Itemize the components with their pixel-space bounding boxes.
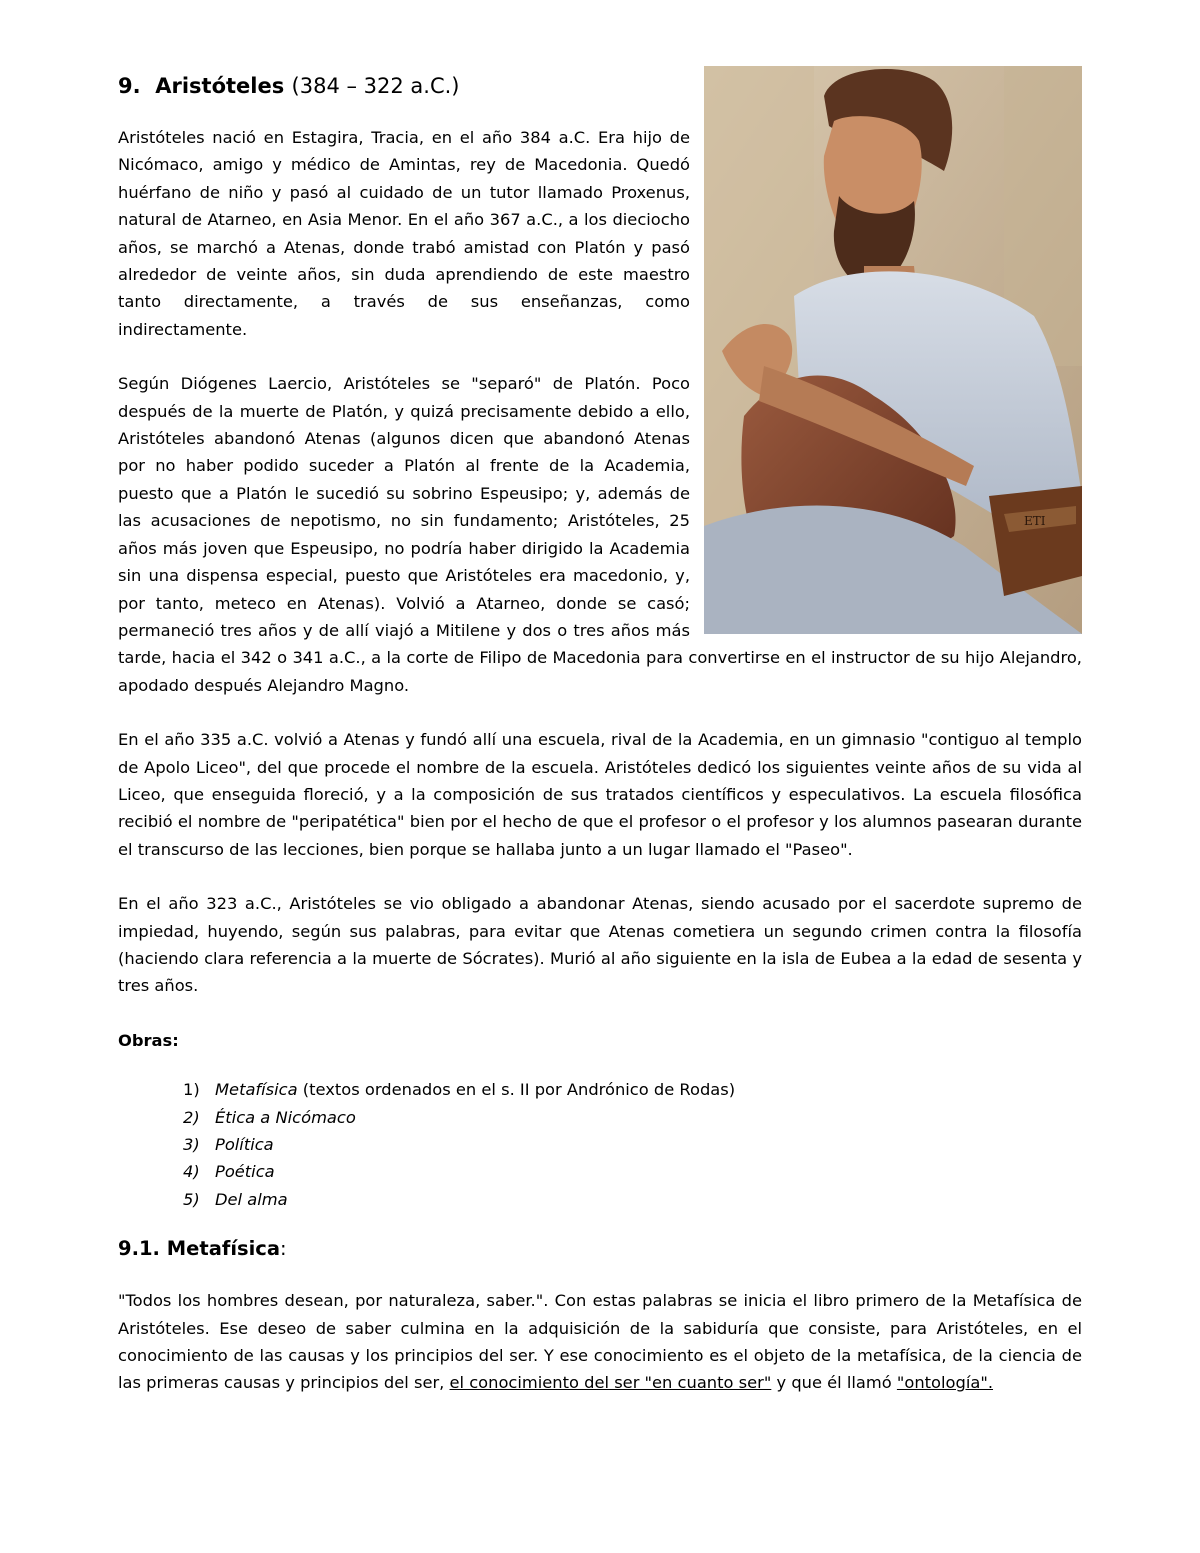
works-item-number: 2): [183, 1107, 200, 1127]
works-item-title: Del alma: [215, 1189, 288, 1209]
works-item-note: (textos ordenados en el s. II por Andrónico de Rodas): [297, 1080, 736, 1100]
heading-title: Aristóteles: [155, 74, 285, 98]
paragraph-biography-1: Aristóteles nació en Estagira, Tracia, en el año 384 a.C. Era hijo de Nicómaco, amigo y médico de Amintas, rey de Macedonia. Quedó huérfano de niño y pasó al cuidado de un tutor llamado Proxenus, natural de Atarneo, en Asia Menor. En el año 367 a.C., a los dieciocho años, se marchó a Atenas, donde trabó amistad con Platón y pasó alrededor de veinte años, sin duda aprendiendo de este maestro tanto directamente, a través de sus enseñanzas, como indirectamente.: [118, 128, 690, 339]
works-item-number: 3): [183, 1135, 200, 1154]
works-list-item: [183, 1186, 1082, 1213]
aristotle-portrait-image: [704, 66, 1082, 634]
paragraph-biography-2: Según Diógenes Laercio, Aristóteles se "separó" de Platón. Poco después de la muerte de Platón, y quizá precisamente debido a ello, Aristóteles abandonó Atenas (algunos dicen que abandonó Atenas por no haber podido suceder a Platón al frente de la Academia, puesto que a Platón le sucedió su sobrino Espeusipo; y, además de las acusaciones de nepotismo, no sin fundamento; Aristóteles, 25 años más joven que Espeusipo, no podría haber dirigido la Academia sin una dispensa especial, puesto que Aristóteles era macedonio, y, por tanto, meteco en Atenas). Volvió a Atarneo, donde se casó; permaneció tres años y de allí viajó a Mitilene y dos o tres años más tarde, hacia el 342 o 341 a.C., a la corte de Filipo de Macedonia para convertirse en el instructor de su hijo Alejandro, apodado después Alejandro Magno.: [118, 374, 1082, 695]
works-item-title: Poética: [215, 1162, 275, 1182]
works-item-number: 4): [183, 1162, 200, 1182]
works-list: [118, 1076, 1082, 1213]
document-body: [118, 66, 1082, 1424]
subsection-heading-metafisica: [118, 1235, 1082, 1263]
works-list-item: [183, 1104, 1082, 1131]
underlined-phrase-ontologia: "ontología".: [896, 1373, 994, 1393]
works-item-number: 5): [183, 1189, 200, 1209]
works-list-item: [183, 1131, 1082, 1158]
heading-years: (384 – 322 a.C.): [291, 74, 460, 98]
works-item-number: 1): [183, 1080, 200, 1100]
works-item-title: Metafísica: [215, 1080, 298, 1100]
works-list-item: [183, 1076, 1082, 1103]
underlined-phrase-ser: el conocimiento del ser "en cuanto ser": [449, 1373, 772, 1393]
paragraph-biography-3: En el año 335 a.C. volvió a Atenas y fundó allí una escuela, rival de la Academia, en un gimnasio "contiguo al templo de Apolo Liceo", del que procede el nombre de la escuela. Aristóteles dedicó los siguientes veinte años de su vida al Liceo, que enseguida floreció, y a la composición de sus tratados científicos y especulativos. La escuela filosófica recibió el nombre de "peripatética" bien por el hecho de que el profesor o el profesor y los alumnos pasearan durante el transcurso de las lecciones, bien porque se hallaba junto a un lugar llamado el "Paseo".: [118, 730, 1082, 859]
metafisica-text-middle: y que él llamó: [771, 1373, 897, 1393]
works-label: Obras:: [118, 1030, 179, 1050]
paragraph-metafisica: [118, 1287, 1082, 1397]
metafisica-text-start: "Todos los hombres desean, por naturaleza, saber.". Con estas palabras se inicia el libro primero de la Metafísica de Aristóteles. Ese deseo de saber culmina en la adquisición de la sabiduría que consiste, para Aristóteles, en el conocimiento de las causas y los principios del ser. Y ese conocimiento es el objeto de la metafísica, de la ciencia de las primeras causas y principios del ser,: [118, 1291, 1082, 1393]
book-inscription: ETI: [1024, 514, 1046, 528]
works-list-item: [183, 1158, 1082, 1185]
paragraph-biography-4: En el año 323 a.C., Aristóteles se vio obligado a abandonar Atenas, siendo acusado por el sacerdote supremo de impiedad, huyendo, según sus palabras, para evitar que Atenas cometiera un segundo crimen contra la filosofía (haciendo clara referencia a la muerte de Sócrates). Murió al año siguiente en la isla de Eubea a la edad de sesenta y tres años.: [118, 894, 1082, 996]
subsection-title: 9.1. Metafísica: [118, 1237, 281, 1261]
works-item-title: Ética a Nicómaco: [215, 1107, 356, 1127]
works-item-title: Política: [215, 1135, 274, 1154]
heading-number: 9.: [118, 74, 141, 98]
subsection-colon: :: [280, 1237, 287, 1261]
